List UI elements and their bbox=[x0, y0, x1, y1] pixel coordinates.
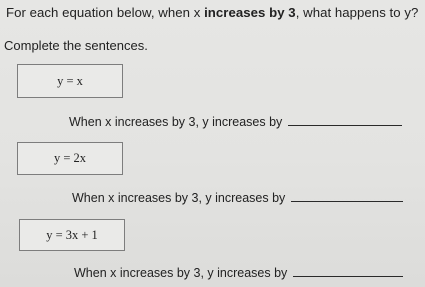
equation-3: y = 3x + 1 bbox=[46, 227, 98, 242]
instruction-text: Complete the sentences. bbox=[4, 38, 148, 53]
answer-blank-1[interactable] bbox=[288, 124, 402, 126]
sentence-2-text: When x increases by 3, y increases by bbox=[72, 191, 286, 205]
sentence-1-text: When x increases by 3, y increases by bbox=[69, 115, 283, 129]
sentence-2 bbox=[72, 191, 403, 205]
question-bold: increases by 3 bbox=[204, 5, 296, 20]
answer-blank-2[interactable] bbox=[291, 200, 403, 202]
sentence-3-text: When x increases by 3, y increases by bbox=[74, 266, 288, 280]
equation-box-3 bbox=[19, 219, 125, 251]
question-suffix: , what happens to y? bbox=[295, 5, 419, 20]
sentence-1 bbox=[69, 115, 402, 129]
sentence-3 bbox=[74, 266, 403, 280]
equation-1: y = x bbox=[57, 73, 83, 88]
equation-box-2 bbox=[17, 142, 123, 175]
question-prefix: For each equation below, when x bbox=[6, 5, 205, 20]
equation-2: y = 2x bbox=[53, 151, 87, 165]
question-text bbox=[6, 5, 418, 20]
answer-blank-3[interactable] bbox=[293, 275, 403, 277]
equation-box-1 bbox=[17, 64, 123, 98]
